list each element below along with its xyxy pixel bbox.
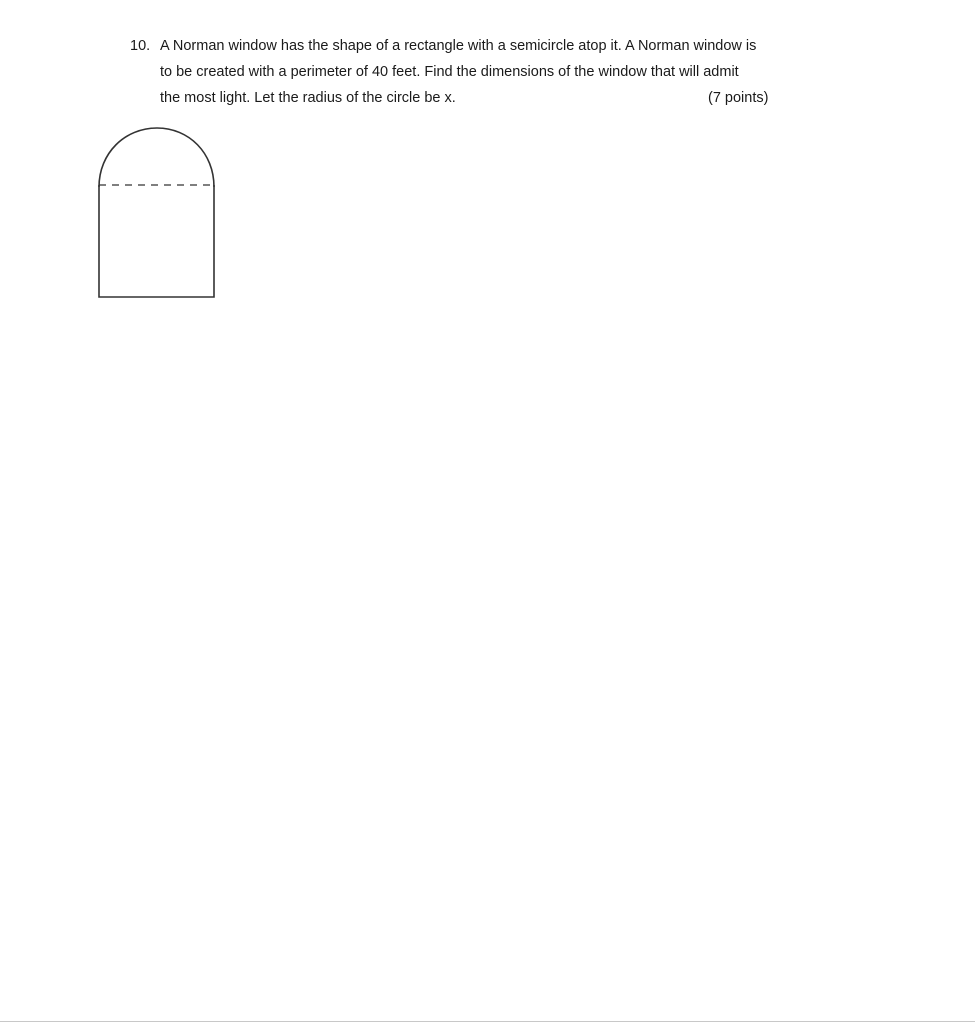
question-line-3-text: the most light. Let the radius of the circle be x.: [160, 90, 456, 106]
question-text: [130, 33, 890, 111]
question-line-2: [130, 59, 890, 85]
question-line-2-text: to be created with a perimeter of 40 feet. Find the dimensions of the window that will admit: [160, 64, 739, 80]
question-points: (7 points): [708, 90, 769, 106]
norman-window-diagram: [96, 124, 218, 302]
window-semicircle: [99, 128, 214, 187]
question-number: 10.: [130, 38, 151, 54]
window-rectangle: [99, 185, 214, 297]
page-bottom-rule: [0, 1021, 975, 1022]
question-line-3: [130, 85, 890, 111]
question-line-1-text: A Norman window has the shape of a rectangle with a semicircle atop it. A Norman window is: [160, 38, 757, 54]
question-line-1: [130, 33, 890, 59]
